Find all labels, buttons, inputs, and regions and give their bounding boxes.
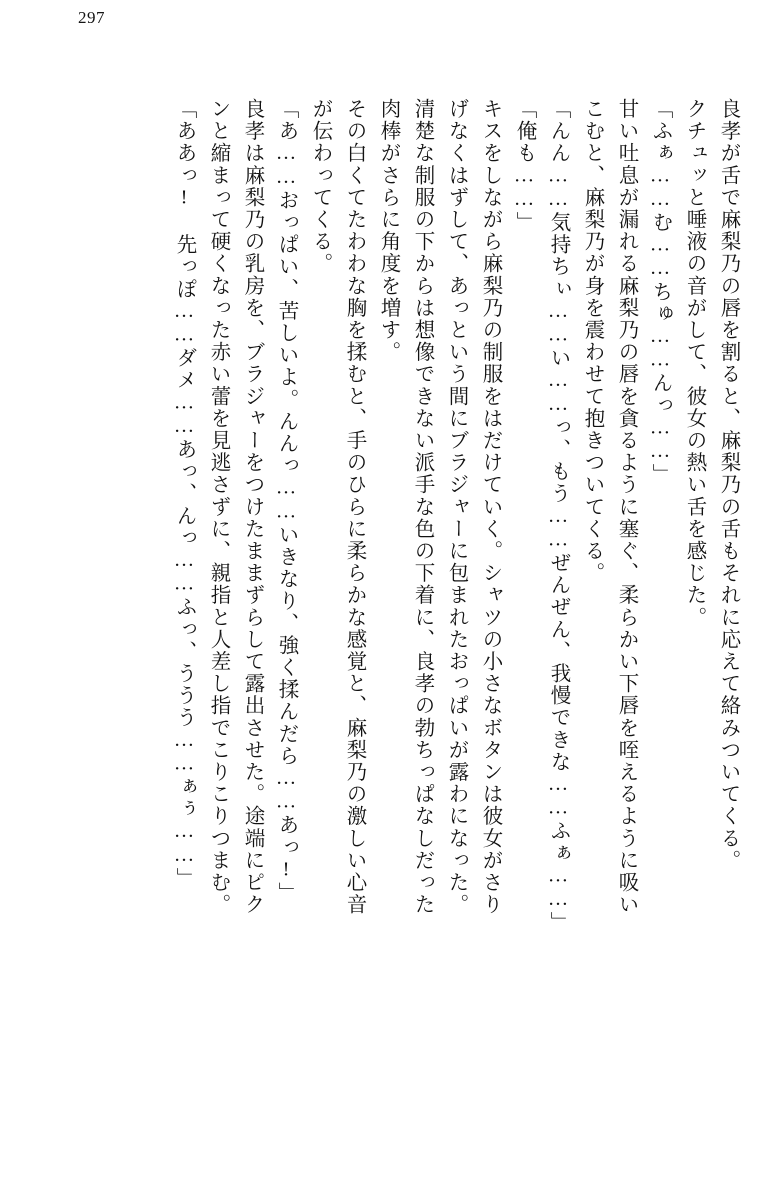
text-column: 良孝は麻梨乃の乳房を、ブラジャーをつけたままずらして露出させた。途端にピク bbox=[241, 98, 263, 916]
text-column: 肉棒がさらに角度を増す。 bbox=[377, 98, 399, 364]
text-column: 「んん……気持ちぃ……い……っ、もう……ぜんぜん、我慢できな……ふぁ……」 bbox=[547, 98, 569, 934]
text-column: その白くてたわわな胸を揉むと、手のひらに柔らかな感覚と、麻梨乃の激しい心音 bbox=[343, 98, 365, 916]
text-column: 「俺も……」 bbox=[513, 98, 535, 234]
text-column: キスをしながら麻梨乃の制服をはだけていく。シャツの小さなボタンは彼女がさり bbox=[479, 98, 501, 916]
vertical-text-body bbox=[38, 98, 738, 1098]
text-column: 「あ……おっぱい、苦しいよ。んんっ……いきなり、強く揉んだら……あっ!」 bbox=[275, 98, 297, 905]
text-column: 「ふぁ……む……ちゅ……んっ……」 bbox=[649, 98, 671, 486]
text-column: 清楚な制服の下からは想像できない派手な色の下着に、良孝の勃ちっぱなしだった bbox=[411, 98, 433, 916]
text-column: 良孝が舌で麻梨乃の唇を割ると、麻梨乃の舌もそれに応えて絡みついてくる。 bbox=[717, 98, 739, 872]
text-column: げなくはずして、あっという間にブラジャーに包まれたおっぱいが露わになった。 bbox=[445, 98, 467, 916]
text-column: 甘い吐息が漏れる麻梨乃の唇を貪るように塞ぐ、柔らかい下唇を咥えるように吸い bbox=[615, 98, 637, 916]
text-column: こむと、麻梨乃が身を震わせて抱きついてくる。 bbox=[581, 98, 603, 585]
text-column: 「ああっ! 先っぽ……ダメ……あっ、んっ……ふっ、ううう……ぁぅ……」 bbox=[173, 98, 195, 890]
page-number: 297 bbox=[78, 8, 105, 27]
text-column: が伝わってくる。 bbox=[309, 98, 331, 275]
text-column: ンと縮まって硬くなった赤い蕾を見逃さずに、親指と人差し指でこりこりつまむ。 bbox=[207, 98, 229, 916]
text-column: クチュッと唾液の音がして、彼女の熱い舌を感じた。 bbox=[683, 98, 705, 629]
